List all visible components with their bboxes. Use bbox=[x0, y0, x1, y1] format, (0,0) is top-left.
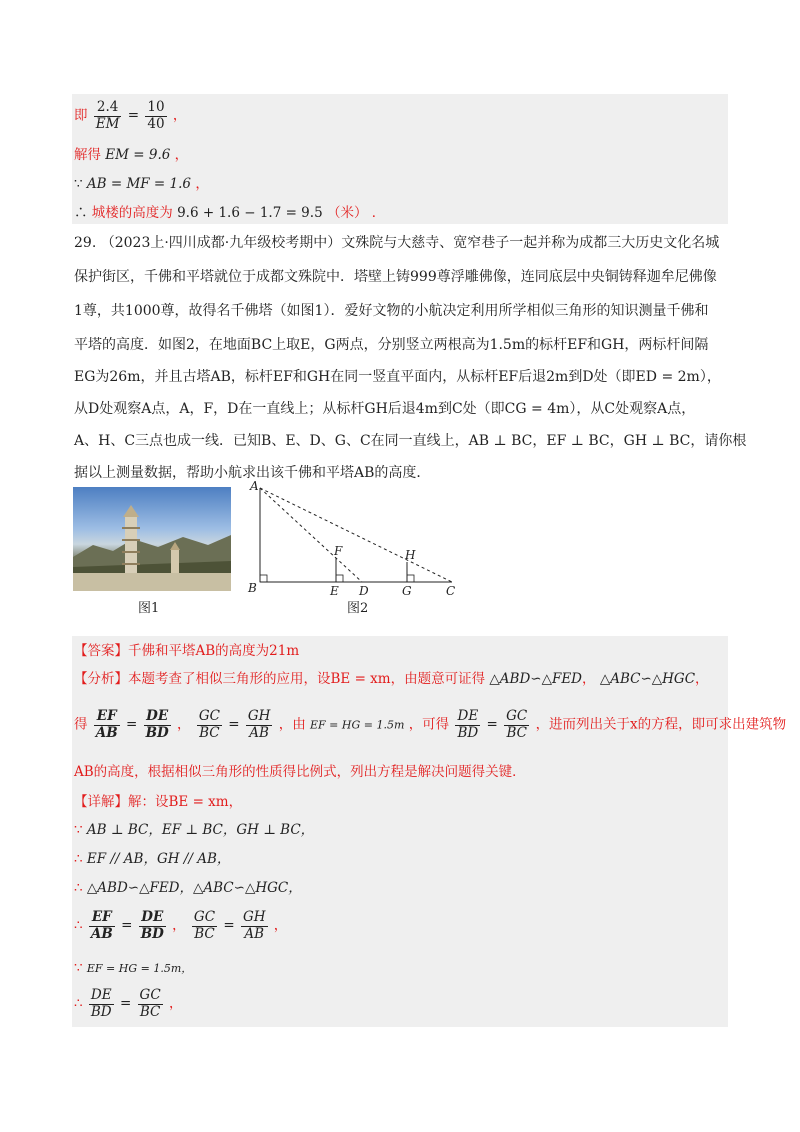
label-c: C bbox=[446, 584, 456, 598]
question-line-7: A、H、C三点也成一线．已知B、E、D、G、C在同一直线上，AB ⊥ BC，EF ⊥ BC，GH ⊥ BC，请你根 bbox=[74, 433, 747, 449]
label-b: B bbox=[248, 581, 257, 595]
detail-line-4: ∴ △ABD∽△FED，△ABC∽△HGC， bbox=[74, 880, 302, 896]
answer-tag: 【答案】 bbox=[74, 643, 128, 659]
fraction-10-over-40: $\frac{10}{40}$ bbox=[147, 99, 165, 132]
solution-line-3: ∵ AB = MF = 1.6 ， bbox=[74, 176, 209, 192]
label-h: H bbox=[405, 548, 416, 562]
fig1-caption: 图1 bbox=[138, 601, 160, 616]
question-source: （2023上·四川成都·九年级校考期中） bbox=[100, 235, 342, 251]
analysis-line-1: 【分析】本题考查了相似三角形的应用，设BE = xm，由题意可证得 △ABD∽△FED， △ABC∽△HGC， bbox=[74, 671, 709, 687]
right-angle-b bbox=[260, 575, 267, 582]
fraction-gc-bc: $\frac{GC}{BC}$ bbox=[198, 708, 220, 741]
analysis-line-2: 得 $\frac{EF}{AB}$ = $\frac{DE}{BD}$ ， $\frac{GC}{BC}$ = $\frac{GH}{AB}$ ，由 EF = HG = 1.5m ，可得 $\frac{DE}{BD}$ = $\frac{GC}{BC}$ ，进而列出关于x的方程，即可求出建筑物 bbox=[74, 708, 787, 741]
question-line-2: 保护街区，千佛和平塔就位于成都文殊院中．塔壁上铸999尊浮雕佛像，连同底层中央铜铸释迦牟尼佛像 bbox=[74, 269, 717, 285]
fraction-ef-ab-detail: $\frac{EF}{AB}$ bbox=[90, 909, 113, 942]
solution-line-4: ∴ 城楼的高度为 9.6 + 1.6 − 1.7 = 9.5 （米） ． bbox=[74, 205, 386, 221]
sightline-adf bbox=[260, 488, 362, 582]
question-line-5: EG为26m，并且古塔AB，标杆EF和GH在同一竖直平面内，从标杆EF后退2m到D处（即ED = 2m）， bbox=[74, 369, 721, 385]
fraction-ef-ab: $\frac{EF}{AB}$ bbox=[95, 708, 118, 741]
question-line-1: 29. （2023上·四川成都·九年级校考期中）文殊院与大慈寺、宽窄巷子一起并称为成都三大历史文化名城 bbox=[74, 235, 720, 251]
fraction-gc-bc-detail: $\frac{GC}{BC}$ bbox=[193, 909, 216, 942]
prefix-ji: 即 bbox=[74, 107, 88, 124]
answer-line: 【答案】千佛和平塔AB的高度为21m bbox=[74, 643, 300, 659]
detail-line-1: 【详解】解：设BE = xm， bbox=[74, 794, 243, 810]
question-line-4: 平塔的高度．如图2，在地面BC上取E，G两点，分别竖立两根高为1.5m的标杆EF和GH，两标杆间隔 bbox=[74, 337, 709, 353]
detail-line-5: ∴ $\frac{EF}{AB}$ = $\frac{DE}{BD}$ ， $\frac{GC}{BC}$ = $\frac{GH}{AB}$ ， bbox=[74, 909, 288, 942]
fraction-2.4-over-em: $\frac{2.4}{EM}$ bbox=[95, 99, 120, 132]
solution-line-2: 解得 EM = 9.6 ， bbox=[74, 147, 189, 163]
question-line-6: 从D处观察A点，A，F，D在一直线上；从标杆GH后退4m到C处（即CG = 4m），从C处观察A点， bbox=[74, 401, 696, 417]
label-d: D bbox=[359, 584, 369, 598]
fraction-gc-bc-detail-2: $\frac{GC}{BC}$ bbox=[139, 987, 161, 1020]
pagoda-illustration bbox=[73, 487, 231, 591]
analysis-line-3: AB的高度，根据相似三角形的性质得比例式，列出方程是解决问题得关键． bbox=[74, 764, 526, 780]
sightline-ahc bbox=[260, 488, 452, 582]
fraction-de-bd-2: $\frac{DE}{BD}$ bbox=[457, 708, 479, 741]
label-g: G bbox=[402, 584, 412, 598]
fig2-caption: 图2 bbox=[347, 601, 369, 616]
fraction-de-bd: $\frac{DE}{BD}$ bbox=[145, 708, 169, 741]
fraction-de-bd-detail-2: $\frac{DE}{BD}$ bbox=[90, 987, 112, 1020]
pagoda-photo bbox=[73, 487, 231, 591]
detail-line-2: ∵ AB ⊥ BC，EF ⊥ BC，GH ⊥ BC， bbox=[74, 822, 315, 838]
solution-line-1: 即 $\frac{2.4}{EM}$ = $\frac{10}{40}$ ， bbox=[74, 99, 187, 132]
fraction-de-bd-detail: $\frac{DE}{BD}$ bbox=[140, 909, 164, 942]
question-line-3: 1尊，共1000尊，故得名千佛塔（如图1）．爱好文物的小航决定利用所学相似三角形的知识测量千佛和 bbox=[74, 303, 709, 319]
detail-line-6: ∵ EF = HG = 1.5m， bbox=[74, 960, 193, 976]
detail-line-7: ∴ $\frac{DE}{BD}$ = $\frac{GC}{BC}$ ， bbox=[74, 987, 183, 1020]
detail-line-3: ∴ EF // AB，GH // AB， bbox=[74, 851, 231, 867]
label-a: A bbox=[250, 479, 259, 493]
fraction-gc-bc-2: $\frac{GC}{BC}$ bbox=[506, 708, 528, 741]
geometry-figure-2 bbox=[244, 478, 466, 600]
label-f: F bbox=[334, 544, 343, 558]
question-number: 29. bbox=[74, 235, 97, 251]
question-line-8: 据以上测量数据，帮助小航求出该千佛和平塔AB的高度． bbox=[74, 465, 431, 481]
fraction-gh-ab: $\frac{GH}{AB}$ bbox=[247, 708, 271, 741]
detail-tag: 【详解】 bbox=[74, 794, 128, 810]
label-e: E bbox=[330, 584, 339, 598]
fraction-gh-ab-detail: $\frac{GH}{AB}$ bbox=[242, 909, 266, 942]
right-angle-e bbox=[336, 575, 343, 582]
analysis-tag: 【分析】 bbox=[74, 671, 128, 687]
right-angle-g bbox=[407, 575, 414, 582]
